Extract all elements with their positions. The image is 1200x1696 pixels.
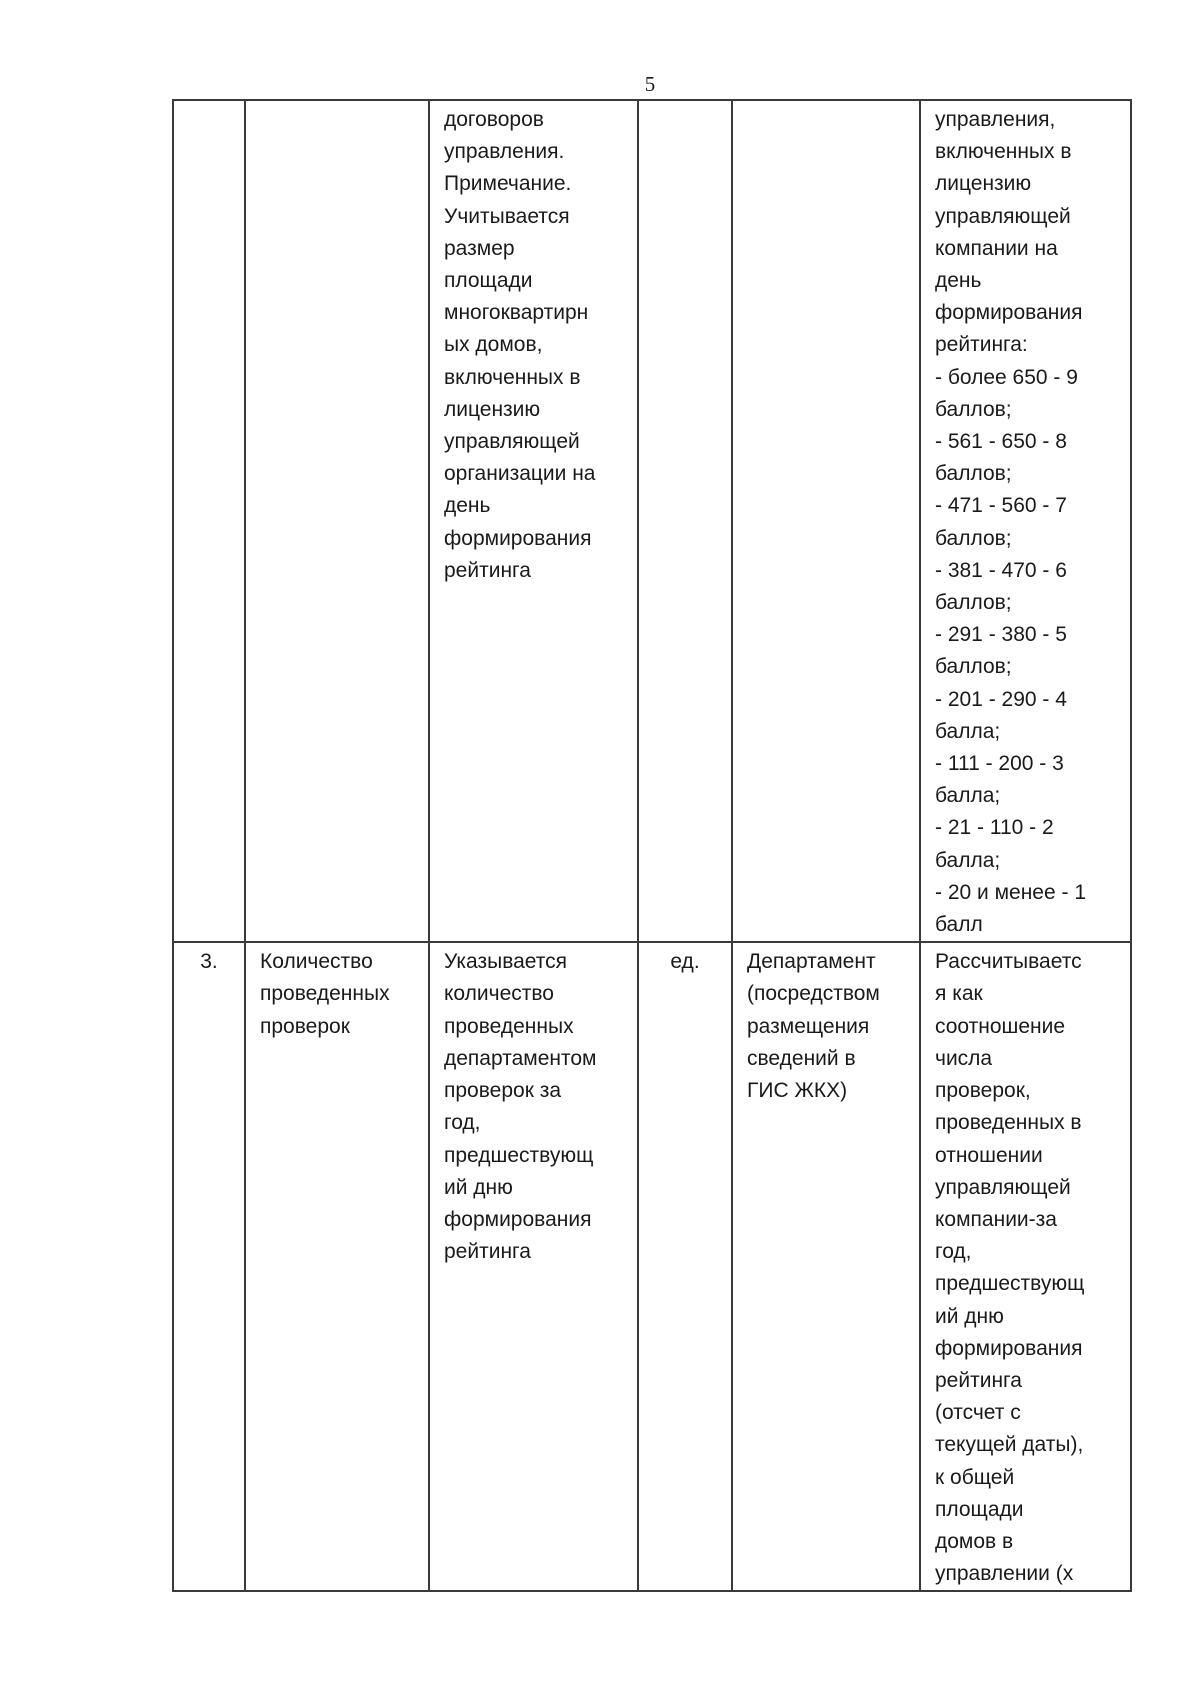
cell-source — [732, 100, 920, 942]
cell-number — [173, 100, 245, 942]
cell-indicator-name — [245, 100, 429, 942]
cell-unit — [638, 100, 732, 942]
rating-criteria-table — [172, 99, 1132, 1592]
page-number: 5 — [644, 72, 656, 96]
cell-description: Указывается количество проведенных департаментом проверок за год, предшествующ ий дню формирования рейтинга — [429, 942, 638, 1591]
cell-source: Департамент (посредством размещения сведений в ГИС ЖКХ) — [732, 942, 920, 1591]
cell-description: договоров управления. Примечание. Учитывается размер площади многоквартирн ых домов, включенных в лицензию управляющей организации на день формирования рейтинга — [429, 100, 638, 942]
table-row — [173, 942, 1131, 1591]
cell-indicator-name: Количество проведенных проверок — [245, 942, 429, 1591]
cell-calculation: управления, включенных в лицензию управляющей компании на день формирования рейтинга: - более 650 - 9 баллов; - 561 - 650 - 8 баллов; - 471 - 560 - 7 баллов; - 381 - 470 - 6 баллов; - 291 - 380 - 5 баллов; - 201 - 290 - 4 балла; - 111 - 200 - 3 балла; - 21 - 110 - 2 балла; - 20 и менее - 1 балл — [920, 100, 1131, 942]
table-row — [173, 100, 1131, 942]
cell-calculation: Рассчитываетс я как соотношение числа проверок, проведенных в отношении управляющей компании-за год, предшествующ ий дню формирования рейтинга (отсчет с текущей даты), к общей площади домов в управлении (х — [920, 942, 1131, 1591]
cell-unit: ед. — [638, 942, 732, 1591]
cell-number: 3. — [173, 942, 245, 1591]
